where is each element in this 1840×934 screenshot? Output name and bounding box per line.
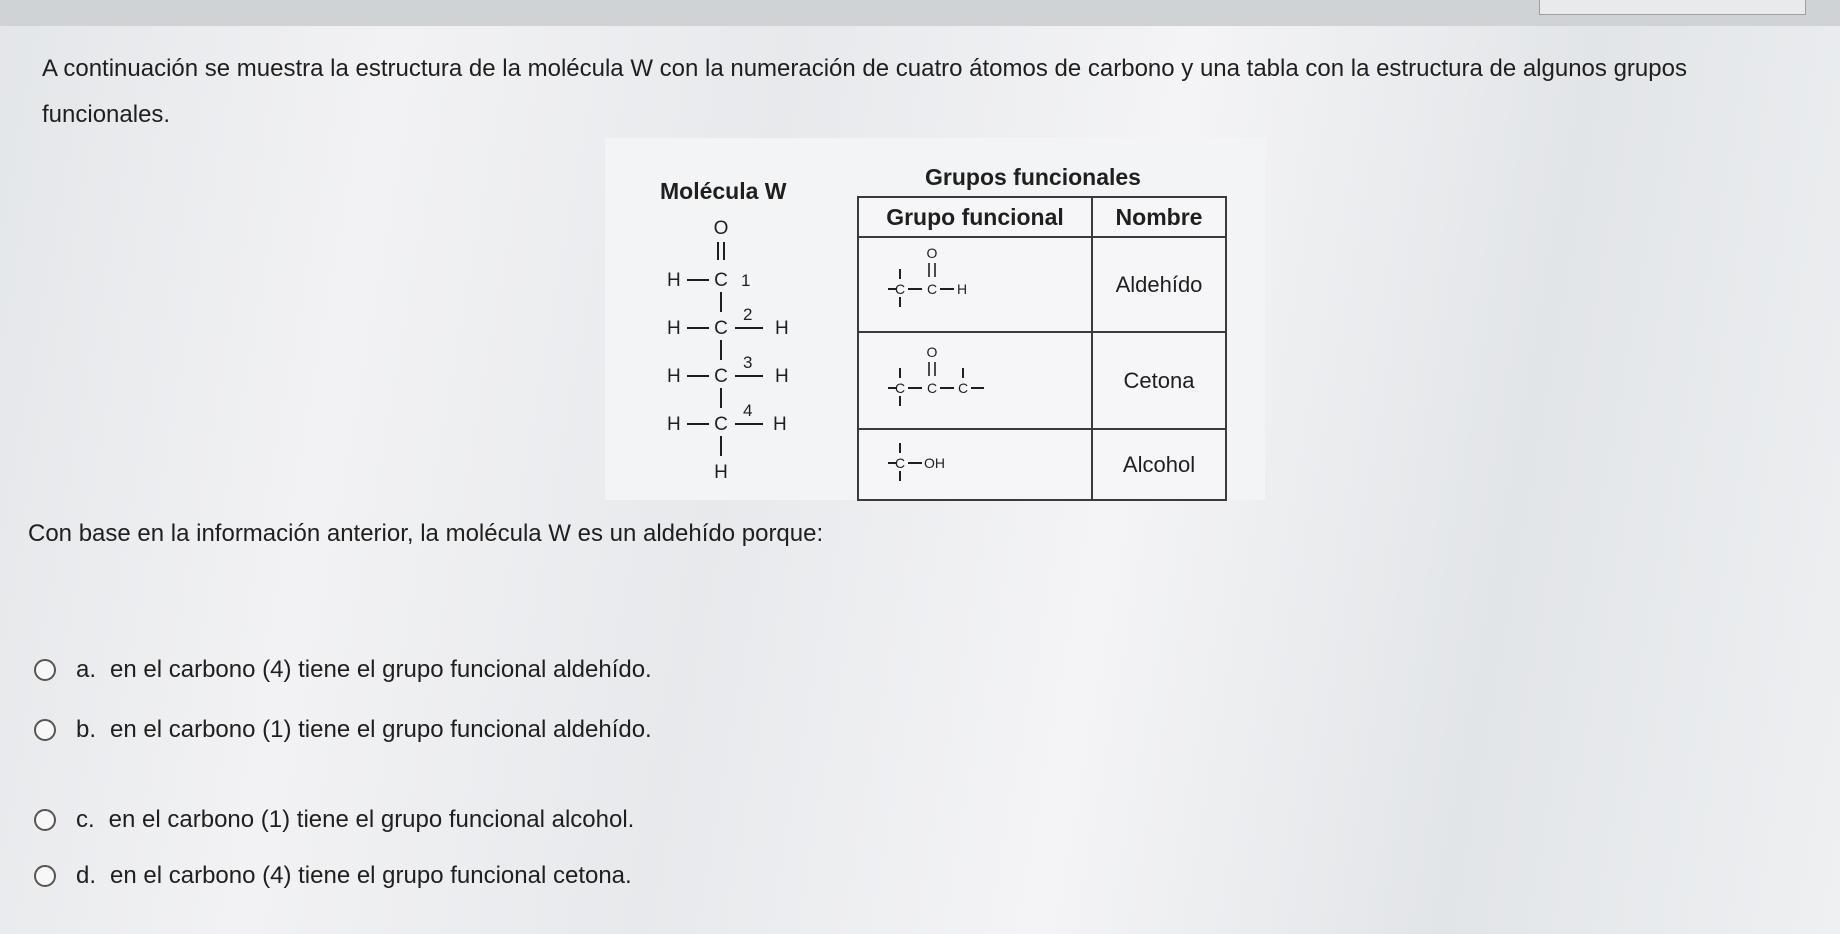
alcohol-structure [858, 429, 1092, 500]
aldehyde-c1: C [894, 281, 906, 297]
atom-h-right-3: H [775, 366, 789, 387]
option-letter: b. [76, 716, 97, 743]
table-header-name: Nombre [1092, 197, 1226, 237]
carbon-number-4: 4 [743, 401, 753, 420]
atom-h-left-3: H [667, 366, 681, 387]
option-letter: c. [76, 806, 95, 833]
option-b[interactable] [34, 716, 934, 744]
prompt-text: Con base en la información anterior, la molécula W es un aldehído porque: [28, 520, 824, 547]
carbon-number-1: 1 [741, 271, 751, 290]
atom-c3: C [714, 366, 728, 387]
radio-icon[interactable] [34, 659, 56, 681]
table-title: Grupos funcionales [925, 164, 1141, 190]
alcohol-c: C [894, 455, 906, 471]
atom-h-bottom: H [714, 462, 728, 483]
name-cetona: Cetona [1092, 332, 1226, 429]
radio-icon[interactable] [34, 865, 56, 887]
figure-panel [605, 138, 1265, 500]
atom-h-left-4: H [667, 414, 681, 435]
radio-icon[interactable] [34, 809, 56, 831]
option-c[interactable] [34, 806, 934, 834]
option-text: en el carbono (4) tiene el grupo funcional cetona. [110, 862, 632, 889]
ketone-structure [858, 332, 1092, 429]
atom-h-left-2: H [667, 318, 681, 339]
option-letter: a. [76, 656, 97, 683]
atom-o: O [713, 218, 729, 239]
carbon-number-2: 2 [743, 305, 753, 324]
name-aldehido: Aldehído [1092, 237, 1226, 332]
atom-h-right-4: H [773, 414, 787, 435]
question-text: A continuación se muestra la estructura de la molécula W con la numeración de cuatro átomos de carbono y una tabla con la estructura de algunos grupos funcionales. [42, 55, 1687, 128]
aldehyde-h: H [956, 281, 968, 297]
option-letter: d. [76, 862, 97, 889]
option-a[interactable] [34, 656, 934, 684]
atom-h-right-2: H [775, 318, 789, 339]
table-row-aldehido [858, 237, 1226, 332]
option-text: en el carbono (1) tiene el grupo funcional alcohol. [108, 806, 635, 833]
molecule-title: Molécula W [660, 178, 787, 204]
atom-h-left-1: H [667, 270, 681, 291]
ketone-c2: C [926, 380, 938, 396]
option-d[interactable] [34, 862, 934, 890]
ketone-o: O [926, 344, 938, 360]
molecule-w-structure [645, 208, 845, 498]
atom-c4: C [714, 414, 728, 435]
window-tab [1539, 0, 1806, 15]
functional-groups-table [857, 196, 1227, 501]
atom-c2: C [714, 318, 728, 339]
aldehyde-c2: C [926, 281, 938, 297]
table-header-group: Grupo funcional [858, 197, 1092, 237]
aldehyde-o: O [926, 245, 938, 261]
radio-icon[interactable] [34, 719, 56, 741]
option-text: en el carbono (4) tiene el grupo funcional aldehído. [110, 656, 652, 683]
alcohol-oh: OH [924, 455, 945, 471]
table-row-alcohol [858, 429, 1226, 500]
atom-c1: C [714, 270, 728, 291]
name-alcohol: Alcohol [1092, 429, 1226, 500]
option-text: en el carbono (1) tiene el grupo funcional aldehído. [110, 716, 652, 743]
table-row-cetona [858, 332, 1226, 429]
aldehyde-structure [858, 237, 1092, 332]
ketone-c3: C [957, 380, 969, 396]
ketone-c1: C [894, 380, 906, 396]
carbon-number-3: 3 [743, 353, 753, 372]
